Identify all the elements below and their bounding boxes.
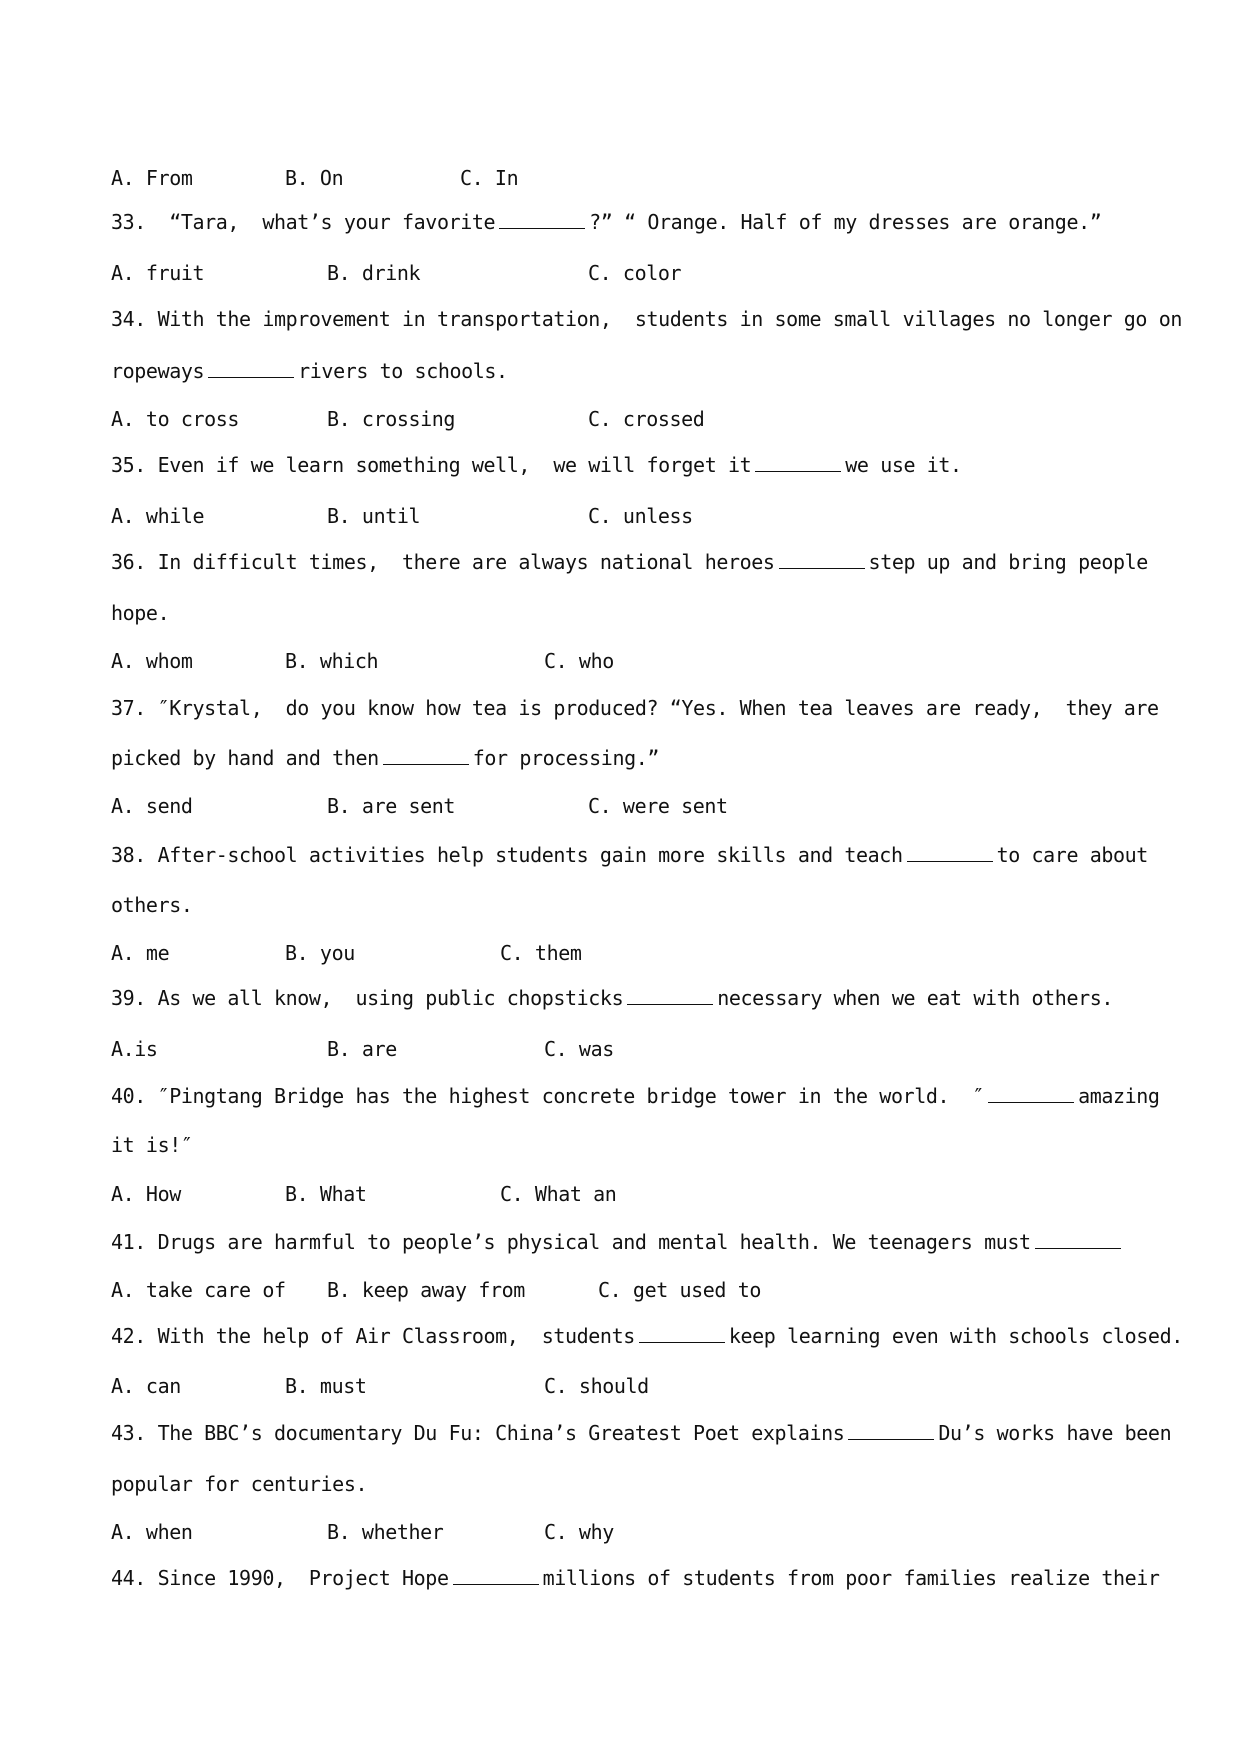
question-stem: 44. Since 1990, Project Hope millions of students from poor families realize their: [111, 1566, 1160, 1590]
option-c: C. get used to: [598, 1278, 761, 1302]
option-c: C. should: [544, 1374, 649, 1398]
answer-blank[interactable]: [1035, 1230, 1121, 1249]
question-stem-continued: hope.: [111, 601, 170, 625]
option-a: A. fruit: [111, 261, 205, 285]
question-stem-continued: picked by hand and then for processing.”: [111, 746, 660, 770]
question-stem: 38. After-school activities help students gain more skills and teach to care about: [111, 843, 1148, 867]
option-a: A. when: [111, 1520, 193, 1544]
question-stem: 43. The BBC’s documentary Du Fu: China’s Greatest Poet explains Du’s works have been: [111, 1421, 1172, 1445]
option-c: C. What an: [500, 1182, 617, 1206]
option-b: B. are sent: [327, 794, 456, 818]
option-c: C. crossed: [588, 407, 705, 431]
option-c: C. them: [500, 941, 582, 965]
question-stem-continued: ropeways rivers to schools.: [111, 359, 508, 383]
question-stem: 34. With the improvement in transportation, students in some small villages no longer go on: [111, 307, 1182, 331]
option-a: A. to cross: [111, 407, 240, 431]
option-b: B. which: [285, 649, 379, 673]
answer-blank[interactable]: [453, 1566, 539, 1585]
question-stem: 36. In difficult times, there are always national heroes step up and bring people: [111, 550, 1148, 574]
answer-blank[interactable]: [208, 359, 294, 378]
option-c: C. was: [544, 1037, 614, 1061]
option-a: A. take care of: [111, 1278, 286, 1302]
question-stem: 42. With the help of Air Classroom, students keep learning even with schools closed.: [111, 1324, 1183, 1348]
question-stem: 39. As we all know, using public chopsticks necessary when we eat with others.: [111, 986, 1114, 1010]
option-b: B. are: [327, 1037, 397, 1061]
question-stem-continued: popular for centuries.: [111, 1472, 368, 1496]
question-stem: 41. Drugs are harmful to people’s physical and mental health. We teenagers must: [111, 1230, 1125, 1254]
answer-blank[interactable]: [639, 1324, 725, 1343]
option-a: A. can: [111, 1374, 181, 1398]
option-c: C. why: [544, 1520, 614, 1544]
answer-blank[interactable]: [988, 1084, 1074, 1103]
option-a: A. while: [111, 504, 205, 528]
answer-blank[interactable]: [907, 843, 993, 862]
option-a: A. send: [111, 794, 193, 818]
question-stem: 35. Even if we learn something well, we will forget it we use it.: [111, 453, 962, 477]
question-stem: 33. “Tara, what’s your favorite ?” “ Orange. Half of my dresses are orange.”: [111, 210, 1102, 234]
option-b: B. drink: [327, 261, 421, 285]
option-b: B. crossing: [327, 407, 456, 431]
option-a: A. From: [111, 166, 193, 190]
option-c: C. color: [588, 261, 682, 285]
option-a: A. How: [111, 1182, 181, 1206]
option-a: A. me: [111, 941, 170, 965]
option-b: B. whether: [327, 1520, 444, 1544]
answer-blank[interactable]: [499, 210, 585, 229]
option-b: B. you: [285, 941, 355, 965]
option-b: B. until: [327, 504, 421, 528]
option-c: C. unless: [588, 504, 693, 528]
option-c: C. In: [460, 166, 519, 190]
answer-blank[interactable]: [848, 1421, 934, 1440]
option-b: B. must: [285, 1374, 367, 1398]
option-b: B. What: [285, 1182, 367, 1206]
question-stem-continued: it is!″: [111, 1133, 193, 1157]
option-a: A. whom: [111, 649, 193, 673]
answer-blank[interactable]: [779, 550, 865, 569]
option-b: B. On: [285, 166, 344, 190]
option-b: B. keep away from: [327, 1278, 525, 1302]
question-stem-continued: others.: [111, 893, 193, 917]
answer-blank[interactable]: [383, 746, 469, 765]
question-stem: 37. ″Krystal, do you know how tea is produced? “Yes. When tea leaves are ready, they are: [111, 696, 1159, 720]
answer-blank[interactable]: [627, 986, 713, 1005]
answer-blank[interactable]: [755, 453, 841, 472]
option-c: C. were sent: [588, 794, 728, 818]
question-stem: 40. ″Pingtang Bridge has the highest concrete bridge tower in the world. ″ amazing: [111, 1084, 1160, 1108]
option-a: A.is: [111, 1037, 158, 1061]
option-c: C. who: [544, 649, 614, 673]
